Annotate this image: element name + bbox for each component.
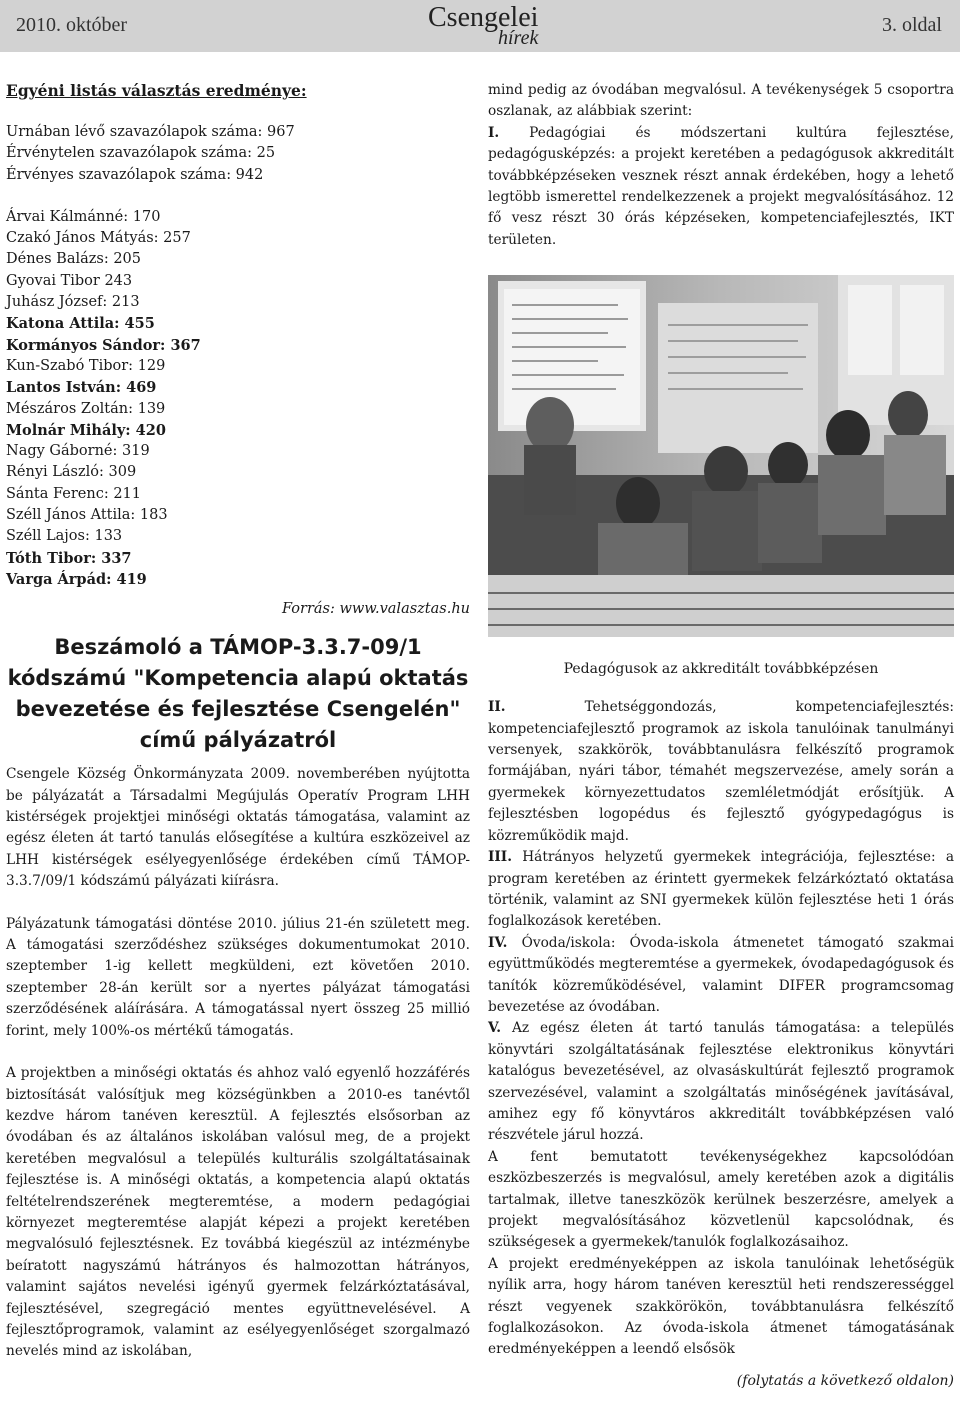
article-paragraph: Csengele Község Önkormányzata 2009. novemberében nyújtotta be pályázatát a Társadalmi Megújulás Operatív Program LHH kistérségek projektjei minőségi oktatás támogatása, valamint az egész életen át tartó tanulás elősegítése a kultúra eszközeivel az LHH kistérségek esélyegyenlősége érdekében című TÁMOP-3.3.7/09/1 kódszámú pályázati kiírásra. bbox=[6, 766, 470, 890]
source-note: Forrás: www.valasztas.hu bbox=[282, 601, 470, 618]
item-text: Óvoda/iskola: Óvoda-iskola átmenetet támogató szakmai együttműködés megteremtése a gyermekek, óvodapedagógusok és tanítók közreműködésével, valamint DIFER programcsomag bevezetése az óvodában. bbox=[488, 934, 954, 1015]
photo-caption: Pedagógusok az akkreditált továbbképzésen bbox=[563, 661, 879, 678]
candidate: Sánta Ferenc: 211 bbox=[6, 485, 141, 502]
stat-line: Urnában lévő szavazólapok száma: 967 bbox=[6, 124, 295, 140]
candidate: Juhász József: 213 bbox=[6, 294, 140, 311]
item-text: Pedagógiai és módszertani kultúra fejlesztése, pedagógusképzés: a projekt keretében a pedagógusok akkreditált továbbképzéseken vesznek részt annak érdekében, hogy a lehető legtöbb ismerettel rendelkezzenek a projekt megvalósításához. 12 fő vesz részt 30 órás képzéseken, kompetenciafejlesztés, IKT területen. bbox=[488, 124, 954, 248]
page-header bbox=[0, 0, 960, 52]
elected-candidate: Lantos István: 469 bbox=[6, 379, 157, 397]
page-number: 3. oldal bbox=[882, 14, 942, 36]
item-label: V. bbox=[488, 1020, 501, 1037]
activity-item-4 bbox=[488, 933, 954, 1019]
candidate: Árvai Kálmánné: 170 bbox=[6, 208, 161, 225]
elected-candidate: Katona Attila: 455 bbox=[6, 315, 155, 333]
activity-item-3 bbox=[488, 847, 954, 933]
candidate: Kun-Szabó Tibor: 129 bbox=[6, 357, 166, 374]
training-photo bbox=[488, 275, 954, 637]
article-paragraph: Pályázatunk támogatási döntése 2010. július 21-én született meg. A támogatási szerződéshez szükséges dokumentumokat 2010. szeptember 1-ig kellett megküldeni, ezt követően 2010. szeptember 28-án került sor a nyertes pályázat támogatási szerződésének aláírására. A támogatással nyert összeg 25 millió forint, mely 100%-os mértékű támogatás. bbox=[6, 915, 470, 1039]
activity-item-2 bbox=[488, 697, 954, 847]
left-column bbox=[6, 80, 470, 1363]
item-label: I. bbox=[488, 124, 500, 141]
candidate: Széll János Attila: 183 bbox=[6, 507, 168, 524]
stat-line: Érvénytelen szavazólapok száma: 25 bbox=[6, 145, 276, 162]
masthead-logo bbox=[404, 2, 554, 50]
item-text: Hátrányos helyzetű gyermekek integrációja, fejlesztése: a program keretében az érintett gyermekek felzárkóztató oktatása történik, valamint az SNI gyermekek külön fejlesztése heti 1 órás foglalkozások keretében. bbox=[488, 849, 954, 930]
activity-item-5 bbox=[488, 1018, 954, 1146]
masthead-subtitle: hírek bbox=[498, 27, 539, 49]
item-label: IV. bbox=[488, 934, 508, 951]
election-results-title: Egyéni listás választás eredménye: bbox=[6, 81, 307, 100]
item-label: III. bbox=[488, 849, 512, 866]
candidate: Széll Lajos: 133 bbox=[6, 528, 123, 545]
stat-line: Érvényes szavazólapok száma: 942 bbox=[6, 166, 264, 183]
activity-item-1 bbox=[488, 123, 954, 251]
article-paragraph: A fent bemutatott tevékenységekhez kapcsolódóan eszközbeszerzés is megvalósul, amely keretében azok a digitális tartalmak, illetve taneszközök kerülnek beszerzésre, amelyek a projekt megvalósításához közvetlenül kapcsolódnak, és szükségesek a gyermekek/tanulók foglalkozásaihoz. bbox=[488, 1148, 954, 1251]
candidate: Rényi László: 309 bbox=[6, 464, 137, 481]
issue-date: 2010. október bbox=[16, 14, 128, 36]
article-paragraph: A projekt eredményeképpen az iskola tanulóinak lehetőségük nyílik arra, hogy három tanéven keresztül heti rendszerességgel részt vegyenek szakkörökön, továbbtanulásra felkészítő foglalkozásokon. Az óvoda-iskola átmenet támogatásának eredményeképpen a leendő elsősök bbox=[488, 1255, 954, 1358]
candidate: Czakó János Mátyás: 257 bbox=[6, 230, 191, 247]
candidate: Nagy Gáborné: 319 bbox=[6, 443, 150, 460]
candidate: Gyovai Tibor 243 bbox=[6, 272, 133, 289]
article-paragraph: mind pedig az óvodában megvalósul. A tevékenységek 5 csoportra oszlanak, az alábbiak szerint: bbox=[488, 82, 954, 120]
elected-candidate: Varga Árpád: 419 bbox=[6, 570, 147, 588]
candidate-list bbox=[6, 207, 470, 590]
elected-candidate: Molnár Mihály: 420 bbox=[6, 421, 166, 439]
candidate: Dénes Balázs: 205 bbox=[6, 251, 142, 268]
elected-candidate: Tóth Tibor: 337 bbox=[6, 549, 132, 567]
continued-note: (folytatás a következő oldalon) bbox=[736, 1372, 954, 1389]
masthead-title: Csengelei bbox=[428, 2, 539, 33]
item-text: Az egész életen át tartó tanulás támogatása: a település könyvtári szolgáltatásának fejlesztése elektronikus könyvtári katalógus bevezetésével, az olvasáskultúrát fejlesztő programok szervezésével, valamint a szolgáltatás minőségének javításával, amihez egy fő könyvtáros akkreditált továbbképzésen való részvétele járul hozzá. bbox=[488, 1020, 954, 1144]
article-paragraph: A projektben a minőségi oktatás és ahhoz való egyenlő hozzáférés biztosítását valósítjuk meg községünkben a 2010-es tanévtől kezdve három tanéven keresztül. A fejlesztés elsősorban az óvodában és az általános iskolában valósul meg, de a projekt keretében megvalósul a település kulturális szolgáltatásainak fejlesztése is. A minőségi oktatás, a kompetencia alapú oktatás feltételrendszerének megteremtése, a modern pedagógiai környezet megteremtése alapját képezi a projekt keretében megvalósuló fejlesztésnek. Ez továbbá kiegészül az intézménybe beíratott nagyszámú hátrányos és halmozottan hátrányos, valamint sajátos nevelési igényű gyermek felzárkóztatásával, fejlesztésével, szegregáció mentes együttnevelésével. A fejlesztőprogramok, valamint az esélyegyenlőséget szorgalmazó nevelés mind az iskolában, bbox=[6, 1065, 470, 1360]
item-text: Tehetséggondozás, kompetenciafejlesztés: kompetenciafejlesztő programok az iskola tanulóinak tanulmányi versenyek, szakkörök, továbbtanulásra felkészítő programok formájában, nyári tábor, témahét megszervezése, amely során a gyermekek környezettudatos szemléletmódját erősítjük. A fejlesztésben logopédus és fejlesztő gyógypedagógus is közreműködik majd. bbox=[488, 699, 954, 844]
article-title: Beszámoló a TÁMOP-3.3.7-09/1 kódszámú "Kompetencia alapú oktatás bevezetése és fejlesztése Csengelén" című pályázatról bbox=[7, 635, 469, 753]
elected-candidate: Kormányos Sándor: 367 bbox=[6, 336, 201, 354]
item-label: II. bbox=[488, 699, 506, 716]
ballot-stats bbox=[6, 122, 470, 186]
candidate: Mészáros Zoltán: 139 bbox=[6, 400, 166, 417]
right-column bbox=[488, 80, 954, 1391]
